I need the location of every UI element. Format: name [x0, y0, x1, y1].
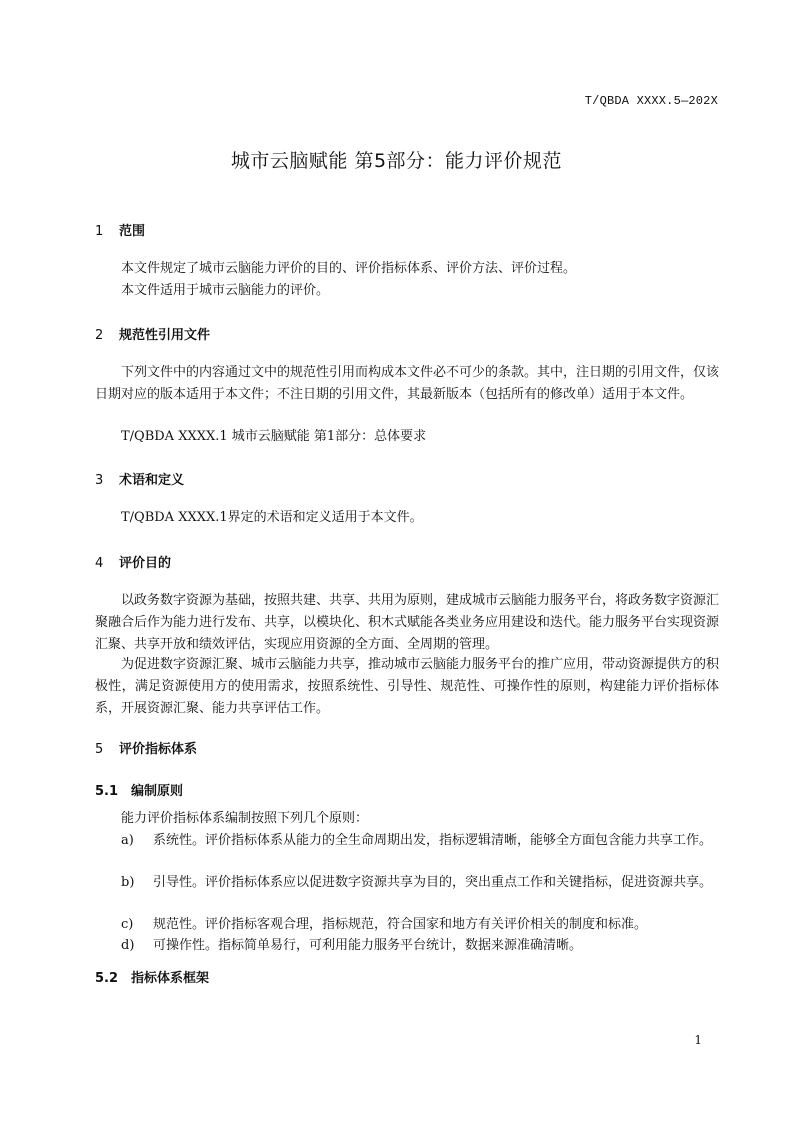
list-item [121, 914, 719, 936]
section-heading-5 [95, 738, 197, 757]
section-title: 规范性引用文件 [119, 328, 211, 343]
subsection-number: 5.2 [95, 971, 119, 986]
section-title: 评价目的 [119, 556, 172, 571]
list-item [121, 872, 719, 894]
section-heading-1 [95, 220, 145, 239]
paragraph: 能力评价指标体系编制按照下列几个原则： [121, 811, 369, 826]
section-heading-2 [95, 324, 210, 343]
list-item [121, 935, 719, 957]
document-code: T/QBDA XXXX.5—202X [584, 94, 718, 108]
paragraph: 下列文件中的内容通过文中的规范性引用而构成本文件必不可少的条款。其中，注日期的引用文件，仅该日期对应的版本适用于本文件；不注日期的引用文件，其最新版本（包括所有的修改单）适用于本文件。 [95, 365, 720, 402]
section-title: 范围 [119, 224, 146, 239]
section-heading-3 [95, 469, 184, 488]
section-title: 术语和定义 [119, 473, 185, 488]
list-marker: b) [121, 875, 135, 890]
list-item-text: 系统性。评价指标体系从能力的全生命周期出发，指标逻辑清晰，能够全方面包含能力共享工作。 [153, 833, 713, 848]
section-title: 评价指标体系 [119, 742, 198, 757]
list-item-text: 规范性。评价指标客观合理，指标规范，符合国家和地方有关评价相关的制度和标准。 [153, 917, 648, 932]
normative-reference: T/QBDA XXXX.1 城市云脑赋能 第1部分：总体要求 [121, 429, 427, 444]
section-number: 5 [95, 742, 104, 757]
subsection-heading-5-2 [95, 967, 209, 986]
section-number: 3 [95, 473, 104, 488]
section-number: 4 [95, 556, 104, 571]
list-item-text: 可操作性。指标简单易行，可利用能力服务平台统计，数据来源准确清晰。 [153, 938, 583, 953]
paragraph: 本文件规定了城市云脑能力评价的目的、评价指标体系、评价方法、评价过程。 [121, 261, 577, 276]
subsection-heading-5-1 [95, 780, 183, 799]
subsection-title: 指标体系框架 [131, 971, 210, 986]
subsection-number: 5.1 [95, 784, 119, 799]
paragraph: 本文件适用于城市云脑能力的评价。 [121, 283, 330, 298]
list-item [121, 830, 719, 852]
page-number: 1 [694, 1033, 702, 1047]
section-number: 2 [95, 328, 104, 343]
subsection-title: 编制原则 [131, 784, 184, 799]
section-number: 1 [95, 224, 104, 239]
paragraph: 以政务数字资源为基础，按照共建、共享、共用为原则，建成城市云脑能力服务平台，将政务数字资源汇聚融合后作为能力进行发布、共享，以模块化、积木式赋能各类业务应用建设和迭代。能力服务平台实现资源汇聚、共享开放和绩效评估，实现应用资源的全方面、全周期的管理。 [95, 593, 720, 652]
list-item-text: 引导性。评价指标体系应以促进数字资源共享为目的，突出重点工作和关键指标，促进资源共享。 [153, 875, 713, 890]
paragraph: 为促进数字资源汇聚、城市云脑能力共享，推动城市云脑能力服务平台的推广应用，带动资源提供方的积极性，满足资源使用方的使用需求，按照系统性、引导性、规范性、可操作性的原则，构建能力评价指标体系，开展资源汇聚、能力共享评估工作。 [95, 657, 720, 716]
list-marker: a) [121, 833, 134, 848]
document-title: 城市云脑赋能 第5部分：能力评价规范 [230, 150, 563, 172]
list-marker: d) [121, 938, 135, 953]
section-heading-4 [95, 552, 171, 571]
list-marker: c) [121, 917, 134, 932]
paragraph: T/QBDA XXXX.1界定的术语和定义适用于本文件。 [121, 510, 423, 525]
